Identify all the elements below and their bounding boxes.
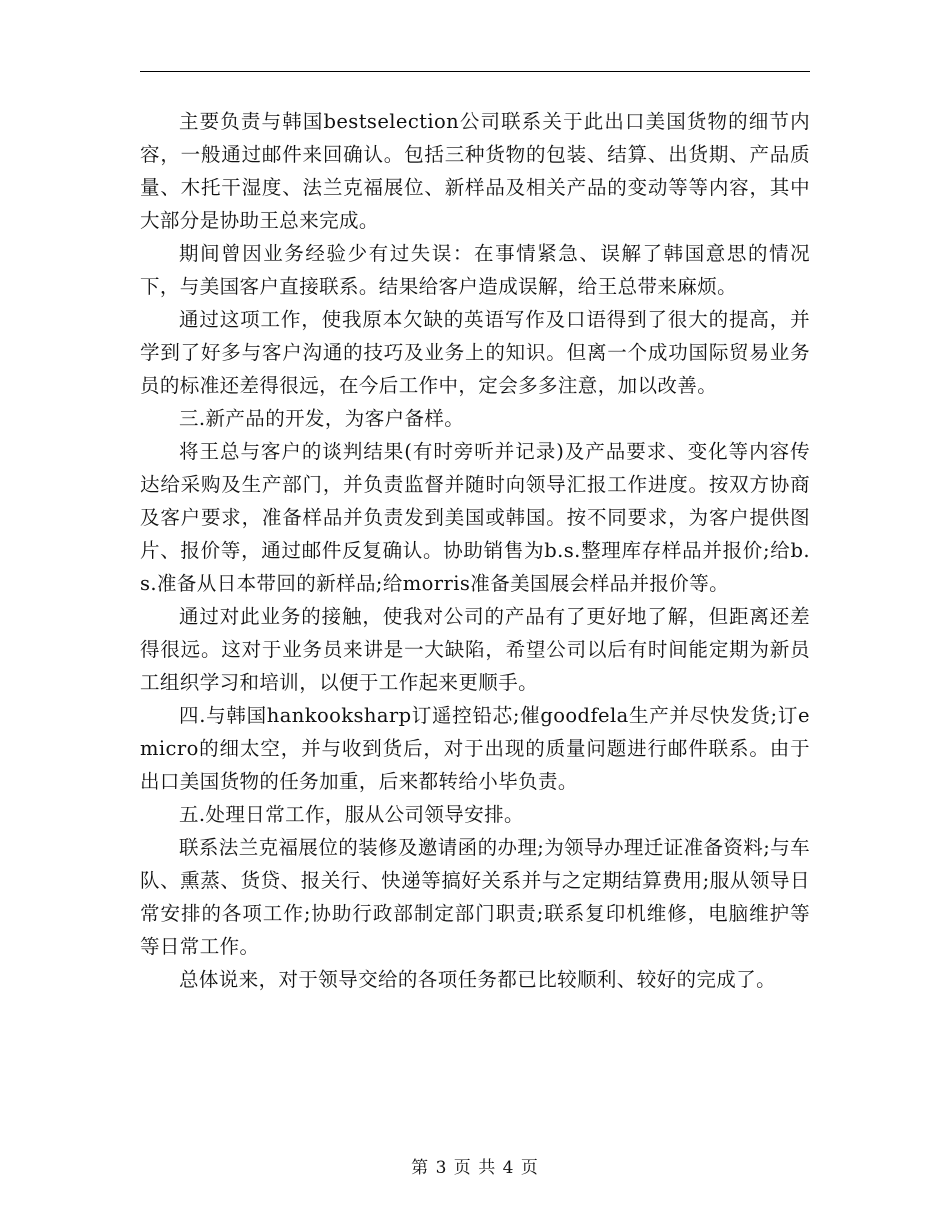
section-paragraph: 四.与韩国hankooksharp订遥控铅芯;催goodfela生产并尽快发货;订emicro的细太空，并与收到货后，对于出现的质量问题进行邮件联系。由于出口美国货物的任务加重，后来都转给小毕负责。 bbox=[140, 704, 810, 793]
header-rule bbox=[140, 71, 810, 72]
paragraph: 将王总与客户的谈判结果(有时旁听并记录)及产品要求、变化等内容传达给采购及生产部门，并负责监督并随时向领导汇报工作进度。按双方协商及客户要求，准备样品并负责发到美国或韩国。按不同要求，为客户提供图片、报价等，通过邮件反复确认。协助销售为b.s.整理库存样品并报价;给b.s.准备从日本带回的新样品;给morris准备美国展会样品并报价等。 bbox=[140, 440, 810, 595]
paragraph: 通过对此业务的接触，使我对公司的产品有了更好地了解，但距离还差得很远。这对于业务员来讲是一大缺陷，希望公司以后有时间能定期为新员工组织学习和培训，以便于工作起来更顺手。 bbox=[140, 605, 810, 694]
section-heading: 五.处理日常工作，服从公司领导安排。 bbox=[179, 803, 524, 826]
paragraph: 期间曾因业务经验少有过失误：在事情紧急、误解了韩国意思的情况下，与美国客户直接联系。结果给客户造成误解，给王总带来麻烦。 bbox=[140, 242, 810, 298]
paragraph: 主要负责与韩国bestselection公司联系关于此出口美国货物的细节内容，一般通过邮件来回确认。包括三种货物的包装、结算、出货期、产品质量、木托干湿度、法兰克福展位、新样品及相关产品的变动等等内容，其中大部分是协助王总来完成。 bbox=[140, 110, 810, 232]
page-number: 第 3 页 共 4 页 bbox=[411, 1158, 539, 1178]
section-heading: 三.新产品的开发，为客户备样。 bbox=[179, 407, 465, 430]
paragraph: 联系法兰克福展位的装修及邀请函的办理;为领导办理迁证准备资料;与车队、熏蒸、货贷、报关行、快递等搞好关系并与之定期结算费用;服从领导日常安排的各项工作;协助行政部制定部门职责;联系复印机维修，电脑维护等等日常工作。 bbox=[140, 836, 810, 958]
document-body bbox=[140, 105, 810, 996]
paragraph: 通过这项工作，使我原本欠缺的英语写作及口语得到了很大的提高，并学到了好多与客户沟通的技巧及业务上的知识。但离一个成功国际贸易业务员的标准还差得很远，在今后工作中，定会多多注意，加以改善。 bbox=[140, 308, 810, 397]
paragraph: 总体说来，对于领导交给的各项任务都已比较顺利、较好的完成了。 bbox=[179, 968, 777, 991]
